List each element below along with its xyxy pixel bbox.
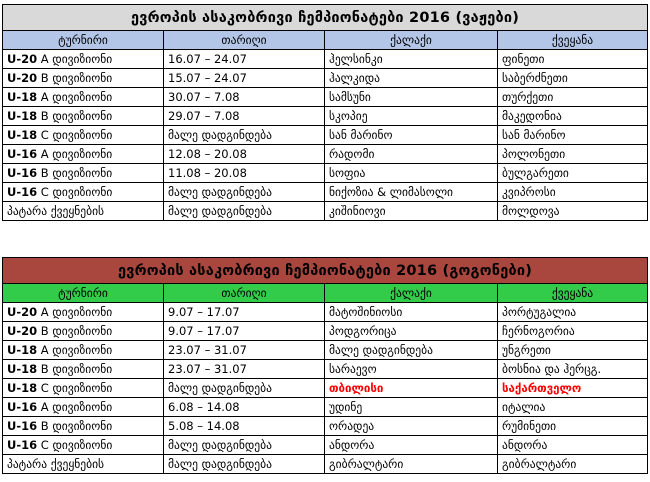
girls-table-title: ევროპის ასაკობრივი ჩემპიონატები 2016 (გოგონები) xyxy=(3,258,648,284)
country-cell: ანდორა xyxy=(498,436,648,455)
age-code: U-20 xyxy=(7,304,38,319)
boys-table-body xyxy=(3,50,648,221)
city-cell: ანდორა xyxy=(325,436,498,455)
table-row xyxy=(3,107,648,126)
city-cell: კიშინიოვი xyxy=(325,202,498,221)
tournament-cell xyxy=(3,360,164,379)
city-cell: სოფია xyxy=(325,164,498,183)
date-cell: 12.08 – 20.08 xyxy=(164,145,325,164)
division-name: B დივიზიონი xyxy=(40,418,113,433)
girls-table-body xyxy=(3,303,648,474)
country-cell: ფინეთი xyxy=(498,50,648,69)
date-cell: 15.07 – 24.07 xyxy=(164,69,325,88)
table-row xyxy=(3,417,648,436)
city-cell: რადომი xyxy=(325,145,498,164)
division-name: A დივიზიონი xyxy=(40,51,113,66)
date-cell: მალე დადგინდება xyxy=(164,379,325,398)
boys-championships-table xyxy=(2,4,648,221)
date-cell: 16.07 – 24.07 xyxy=(164,50,325,69)
tournament-cell xyxy=(3,379,164,398)
date-cell: 30.07 – 7.08 xyxy=(164,88,325,107)
table-row xyxy=(3,341,648,360)
tournament-cell xyxy=(3,455,164,474)
country-cell: მაკედონია xyxy=(498,107,648,126)
table-row xyxy=(3,164,648,183)
age-code: U-18 xyxy=(7,361,38,376)
table-row xyxy=(3,50,648,69)
division-name: A დივიზიონი xyxy=(40,399,113,414)
table-row xyxy=(3,202,648,221)
table-row xyxy=(3,183,648,202)
date-cell: 6.08 – 14.08 xyxy=(164,398,325,417)
city-cell: უდინე xyxy=(325,398,498,417)
country-cell: პორტუგალია xyxy=(498,303,648,322)
header-city: ქალაქი xyxy=(325,31,498,50)
date-cell: 11.08 – 20.08 xyxy=(164,164,325,183)
country-cell: რუმინეთი xyxy=(498,417,648,436)
city-cell: სან მარინო xyxy=(325,126,498,145)
age-code: U-20 xyxy=(7,51,38,66)
age-code: U-16 xyxy=(7,165,38,180)
country-cell: კვიპროსი xyxy=(498,183,648,202)
tournament-cell xyxy=(3,303,164,322)
age-code: U-20 xyxy=(7,323,38,338)
tournament-cell xyxy=(3,88,164,107)
city-cell: თბილისი xyxy=(325,379,498,398)
tournament-cell xyxy=(3,417,164,436)
country-cell: ბულგარეთი xyxy=(498,164,648,183)
date-cell: მალე დადგინდება xyxy=(164,126,325,145)
division-name: პატარა ქვეყნების xyxy=(7,456,105,471)
division-name: B დივიზიონი xyxy=(40,361,113,376)
table-row xyxy=(3,126,648,145)
country-cell: საქართველო xyxy=(498,379,648,398)
header-date: თარიღი xyxy=(164,284,325,303)
table-row xyxy=(3,398,648,417)
country-cell: თურქეთი xyxy=(498,88,648,107)
age-code: U-18 xyxy=(7,108,38,123)
country-cell: ჩერნოგორია xyxy=(498,322,648,341)
tournament-cell xyxy=(3,50,164,69)
tournament-cell xyxy=(3,107,164,126)
table-row xyxy=(3,360,648,379)
date-cell: 5.08 – 14.08 xyxy=(164,417,325,436)
date-cell: 23.07 – 31.07 xyxy=(164,360,325,379)
age-code: U-18 xyxy=(7,127,38,142)
age-code: U-16 xyxy=(7,399,38,414)
table-row xyxy=(3,436,648,455)
table-row xyxy=(3,69,648,88)
header-tournament: ტურნირი xyxy=(3,31,164,50)
country-cell: იტალია xyxy=(498,398,648,417)
age-code: U-18 xyxy=(7,89,38,104)
city-cell: სამსუნი xyxy=(325,88,498,107)
division-name: A დივიზიონი xyxy=(40,89,113,104)
division-name: B დივიზიონი xyxy=(40,165,113,180)
boys-table-title: ევროპის ასაკობრივი ჩემპიონატები 2016 (ვაჟები) xyxy=(3,5,648,31)
city-cell: ჰელსინკი xyxy=(325,50,498,69)
country-cell: საბერძნეთი xyxy=(498,69,648,88)
country-cell: მოლდოვა xyxy=(498,202,648,221)
country-cell: გიბრალტარი xyxy=(498,455,648,474)
division-name: B დივიზიონი xyxy=(40,323,113,338)
city-cell: მატოშინიოსი xyxy=(325,303,498,322)
city-cell: მალე დადგინდება xyxy=(325,341,498,360)
header-tournament: ტურნირი xyxy=(3,284,164,303)
country-cell: ბოსნია და ჰერცგ. xyxy=(498,360,648,379)
tournament-cell xyxy=(3,322,164,341)
table-row xyxy=(3,145,648,164)
tournament-cell xyxy=(3,145,164,164)
date-cell: 23.07 – 31.07 xyxy=(164,341,325,360)
tournament-cell xyxy=(3,341,164,360)
division-name: C დივიზიონი xyxy=(40,380,113,395)
table-row xyxy=(3,322,648,341)
age-code: U-16 xyxy=(7,184,38,199)
header-date: თარიღი xyxy=(164,31,325,50)
table-row xyxy=(3,88,648,107)
division-name: C დივიზიონი xyxy=(40,127,113,142)
header-country: ქვეყანა xyxy=(498,284,648,303)
date-cell: მალე დადგინდება xyxy=(164,436,325,455)
division-name: პატარა ქვეყნების xyxy=(7,203,105,218)
header-country: ქვეყანა xyxy=(498,31,648,50)
header-city: ქალაქი xyxy=(325,284,498,303)
age-code: U-16 xyxy=(7,146,38,161)
table-row xyxy=(3,455,648,474)
country-cell: პოლონეთი xyxy=(498,145,648,164)
date-cell: მალე დადგინდება xyxy=(164,455,325,474)
division-name: A დივიზიონი xyxy=(40,146,113,161)
city-cell: გიბრალტარი xyxy=(325,455,498,474)
girls-championships-table xyxy=(2,257,648,474)
age-code: U-20 xyxy=(7,70,38,85)
date-cell: 9.07 – 17.07 xyxy=(164,322,325,341)
tournament-cell xyxy=(3,183,164,202)
tournament-cell xyxy=(3,69,164,88)
tournament-cell xyxy=(3,126,164,145)
tournament-cell xyxy=(3,436,164,455)
division-name: A დივიზიონი xyxy=(40,342,113,357)
tournament-cell xyxy=(3,164,164,183)
city-cell: სკოპიე xyxy=(325,107,498,126)
tournament-cell xyxy=(3,202,164,221)
city-cell: ნიქოზია & ლიმასოლი xyxy=(325,183,498,202)
age-code: U-18 xyxy=(7,380,38,395)
table-row xyxy=(3,303,648,322)
division-name: A დივიზიონი xyxy=(40,304,113,319)
city-cell: პოდგორიცა xyxy=(325,322,498,341)
date-cell: მალე დადგინდება xyxy=(164,202,325,221)
city-cell: სარაევო xyxy=(325,360,498,379)
division-name: B დივიზიონი xyxy=(40,70,113,85)
date-cell: მალე დადგინდება xyxy=(164,183,325,202)
country-cell: სან მარინო xyxy=(498,126,648,145)
table-row xyxy=(3,379,648,398)
age-code: U-18 xyxy=(7,342,38,357)
city-cell: ჰალკიდა xyxy=(325,69,498,88)
division-name: B დივიზიონი xyxy=(40,108,113,123)
date-cell: 29.07 – 7.08 xyxy=(164,107,325,126)
country-cell: უნგრეთი xyxy=(498,341,648,360)
division-name: C დივიზიონი xyxy=(40,437,113,452)
age-code: U-16 xyxy=(7,418,38,433)
age-code: U-16 xyxy=(7,437,38,452)
division-name: C დივიზიონი xyxy=(40,184,113,199)
city-cell: ორადეა xyxy=(325,417,498,436)
date-cell: 9.07 – 17.07 xyxy=(164,303,325,322)
tournament-cell xyxy=(3,398,164,417)
